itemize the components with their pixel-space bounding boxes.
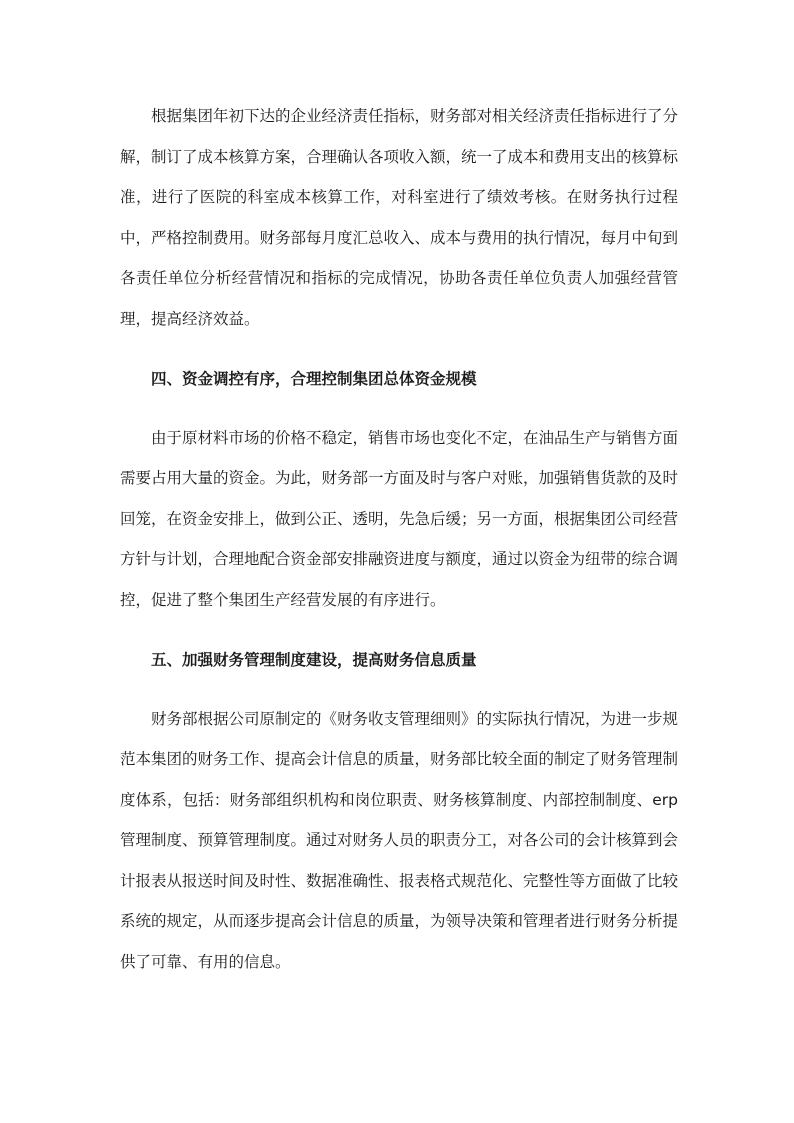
section-heading-4: 四、资金调控有序，合理控制集团总体资金规模 (151, 370, 477, 388)
document-body (120, 96, 678, 982)
spacer (120, 339, 678, 359)
spacer (120, 400, 678, 418)
spacer (120, 620, 678, 640)
paragraph-responsibility-indicators: 根据集团年初下达的企业经济责任指标，财务部对相关经济责任指标进行了分解，制订了成本核算方案，合理确认各项收入额，统一了成本和费用支出的核算标准，进行了医院的科室成本核算工作，对科室进行了绩效考核。在财务执行过程中，严格控制费用。财务部每月度汇总收入、成本与费用的执行情况，每月中旬到各责任单位分析经营情况和指标的完成情况，协助各责任单位负责人加强经营管理，提高经济效益。 (120, 107, 679, 328)
paragraph-capital-control: 由于原材料市场的价格不稳定，销售市场也变化不定，在油品生产与销售方面需要占用大量的资金。为此，财务部一方面及时与客户对账，加强销售货款的及时回笼，在资金安排上，做到公正、透明，先急后缓；另一方面，根据集团公司经营方针与计划，合理地配合资金部安排融资进度与额度，通过以资金为纽带的综合调控，促进了整个集团生产经营发展的有序进行。 (120, 428, 679, 609)
paragraph-management-system: 财务部根据公司原制定的《财务收支管理细则》的实际执行情况，为进一步规范本集团的财务工作、提高会计信息的质量，财务部比较全面的制定了财务管理制度体系，包括：财务部组织机构和岗位职责、财务核算制度、内部控制制度、erp管理制度、预算管理制度。通过对财务人员的职责分工，对各公司的会计核算到会计报表从报送时间及时性、数据准确性、报表格式规范化、完整性等方面做了比较系统的规定，从而逐步提高会计信息的质量，为领导决策和管理者进行财务分析提供了可靠、有用的信息。 (120, 709, 679, 971)
section-heading-5: 五、加强财务管理制度建设，提高财务信息质量 (151, 651, 477, 669)
spacer (120, 681, 678, 699)
